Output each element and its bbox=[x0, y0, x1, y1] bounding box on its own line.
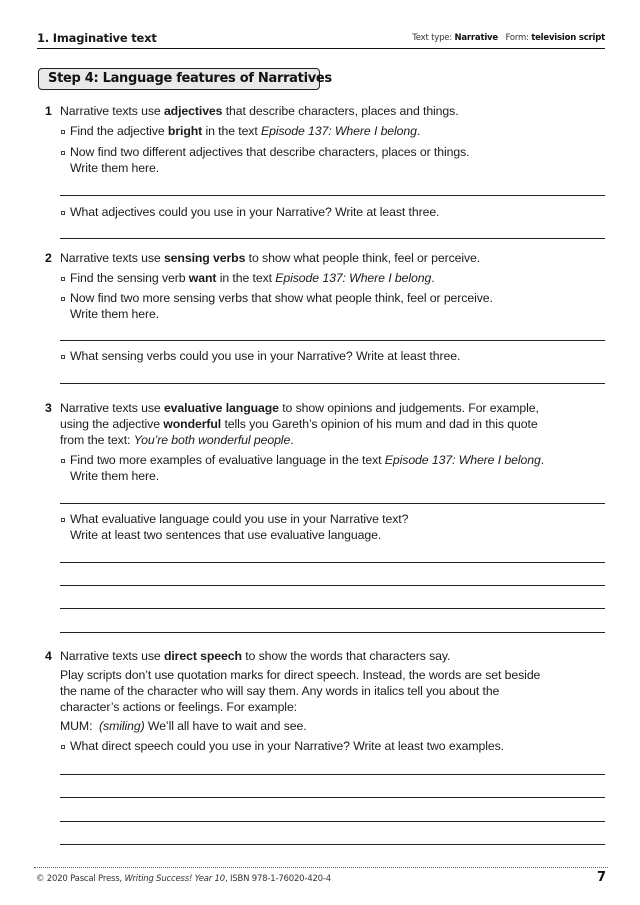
text: . bbox=[431, 271, 435, 285]
bullet-icon bbox=[61, 130, 65, 134]
answer-line[interactable] bbox=[60, 632, 605, 633]
bullet-icon bbox=[61, 518, 65, 522]
text-title: Episode 137: Where I belong bbox=[261, 124, 417, 138]
dialogue: We’ll all have to wait and see. bbox=[144, 719, 307, 733]
bullet-text bbox=[70, 271, 435, 286]
intro-text: from the text: bbox=[60, 433, 134, 447]
question-intro bbox=[60, 104, 459, 119]
bullet-text: What sensing verbs could you use in your Narrative? Write at least three. bbox=[70, 349, 461, 363]
answer-line[interactable] bbox=[60, 503, 605, 504]
bullet-icon bbox=[61, 355, 65, 359]
text-type-info bbox=[412, 33, 605, 43]
answer-line[interactable] bbox=[60, 774, 605, 775]
bullet-text: What direct speech could you use in your Narrative? Write at least two examples. bbox=[70, 739, 504, 753]
answer-line[interactable] bbox=[60, 340, 605, 341]
form-value: television script bbox=[531, 33, 605, 43]
answer-line[interactable] bbox=[60, 562, 605, 563]
paragraph-line: character’s actions or feelings. For example: bbox=[60, 700, 297, 714]
text-type-value: Narrative bbox=[454, 33, 498, 43]
question-intro bbox=[60, 433, 294, 448]
key-term: adjectives bbox=[163, 104, 223, 118]
intro-text: that describe characters, places and things. bbox=[222, 104, 459, 118]
question-intro bbox=[60, 251, 480, 266]
bullet-text: Now find two different adjectives that describe characters, places or things. bbox=[70, 145, 470, 159]
bullet-text bbox=[70, 453, 544, 468]
intro-text: Narrative texts use bbox=[60, 251, 164, 265]
intro-text: . bbox=[290, 433, 294, 447]
key-term: direct speech bbox=[163, 649, 242, 663]
step-heading-box bbox=[38, 68, 332, 90]
bullet-text: Now find two more sensing verbs that show what people think, feel or perceive. bbox=[70, 291, 493, 305]
bullet-text: Write them here. bbox=[70, 161, 160, 175]
text: . bbox=[416, 124, 421, 138]
script-example bbox=[60, 719, 307, 734]
step-title: Step 4: Language features of Narratives bbox=[48, 71, 332, 86]
key-term: want bbox=[188, 271, 217, 285]
bullet-icon bbox=[61, 277, 65, 281]
bullet-icon bbox=[61, 151, 65, 155]
intro-text: to show what people think, feel or perceive. bbox=[245, 251, 481, 265]
question-number: 3 bbox=[45, 401, 52, 415]
question-number: 2 bbox=[45, 251, 52, 265]
bullet-text: Write at least two sentences that use evaluative language. bbox=[70, 528, 382, 542]
page-header bbox=[37, 30, 605, 49]
intro-text: Narrative texts use bbox=[60, 104, 164, 118]
bullet-text bbox=[70, 124, 420, 139]
text: Find the sensing verb bbox=[70, 271, 189, 285]
answer-line[interactable] bbox=[60, 608, 605, 609]
question-intro bbox=[60, 649, 450, 664]
paragraph-line: the name of the character who will say them. Any words in italics tell you about the bbox=[60, 684, 500, 698]
bullet-text: What adjectives could you use in your Narrative? Write at least three. bbox=[70, 205, 440, 219]
answer-line[interactable] bbox=[60, 383, 605, 384]
key-term: bright bbox=[167, 124, 203, 138]
bullet-text: Write them here. bbox=[70, 469, 160, 483]
intro-text: tells you Gareth’s opinion of his mum and dad in this quote bbox=[221, 417, 538, 431]
key-term: sensing verbs bbox=[163, 251, 246, 265]
form-label: Form: bbox=[505, 33, 529, 43]
intro-text: using the adjective bbox=[60, 417, 164, 431]
text-type-label: Text type: bbox=[412, 33, 452, 43]
text: Find two more examples of evaluative language in the text bbox=[70, 453, 385, 467]
copyright-text: © 2020 Pascal Press, bbox=[36, 874, 125, 884]
question-intro bbox=[60, 401, 539, 416]
book-title: Writing Success! Year 10 bbox=[124, 874, 225, 884]
intro-text: Narrative texts use bbox=[60, 401, 164, 415]
text: in the text bbox=[216, 271, 276, 285]
bullet-icon bbox=[61, 211, 65, 215]
answer-line[interactable] bbox=[60, 585, 605, 586]
intro-text: to show the words that characters say. bbox=[241, 649, 451, 663]
text-title: Episode 137: Where I belong bbox=[275, 271, 432, 285]
page-number: 7 bbox=[596, 870, 606, 885]
text: in the text bbox=[202, 124, 261, 138]
bullet-text: Write them here. bbox=[70, 307, 160, 321]
answer-line[interactable] bbox=[60, 844, 605, 845]
question-intro bbox=[60, 417, 538, 432]
question-number: 4 bbox=[45, 649, 52, 663]
answer-line[interactable] bbox=[60, 821, 605, 822]
text-title: Episode 137: Where I belong bbox=[384, 453, 541, 467]
footer-divider bbox=[34, 867, 608, 868]
intro-text: Narrative texts use bbox=[60, 649, 164, 663]
paragraph-line: Play scripts don’t use quotation marks for direct speech. Instead, the words are set beside bbox=[60, 668, 541, 682]
bullet-icon bbox=[61, 459, 65, 463]
text: . bbox=[540, 453, 545, 467]
text: Find the adjective bbox=[70, 124, 168, 138]
answer-line[interactable] bbox=[60, 238, 605, 239]
speaker: MUM: bbox=[60, 719, 93, 733]
intro-text: to show opinions and judgements. For example, bbox=[278, 401, 539, 415]
bullet-icon bbox=[61, 297, 65, 301]
key-term: evaluative language bbox=[163, 401, 279, 415]
bullet-icon bbox=[61, 745, 65, 749]
stage-direction: (smiling) bbox=[99, 719, 145, 733]
answer-line[interactable] bbox=[60, 195, 605, 196]
key-term: wonderful bbox=[163, 417, 222, 431]
footer-copyright bbox=[36, 874, 331, 884]
quote: You’re both wonderful people bbox=[133, 433, 291, 447]
bullet-text: What evaluative language could you use in your Narrative text? bbox=[70, 512, 409, 526]
section-title: 1. Imaginative text bbox=[37, 31, 157, 45]
answer-line[interactable] bbox=[60, 797, 605, 798]
isbn-text: , ISBN 978-1-76020-420-4 bbox=[224, 874, 331, 884]
question-number: 1 bbox=[45, 104, 52, 118]
